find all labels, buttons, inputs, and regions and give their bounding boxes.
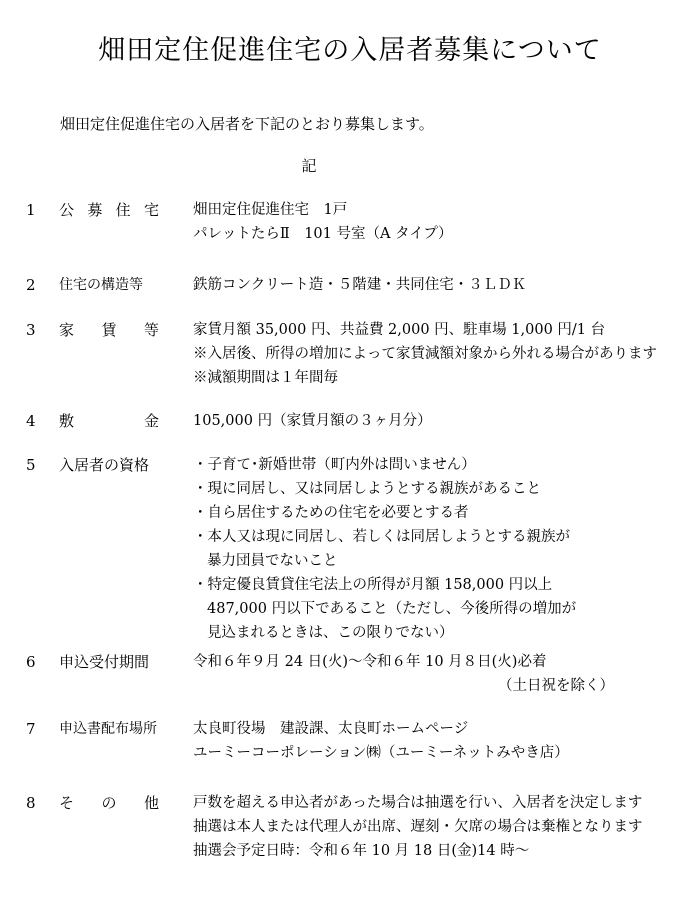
content-line: ※入居後、所得の増加によって家賃減額対象から外れる場合があります [193, 346, 657, 362]
section-number: 7 [26, 720, 36, 738]
section-content [193, 453, 693, 645]
content-line: 家賃月額 35,000 円、共益費 2,000 円、駐車場 1,000 円/1 台 [193, 322, 606, 338]
content-line: 太良町役場 建設課、太良町ホームページ [193, 721, 469, 737]
content-line: 戸数を超える申込者があった場合は抽選を行い、入居者を決定します [193, 795, 643, 811]
section-label: 入居者の資格 [59, 456, 150, 474]
page-title: 畑田定住促進住宅の入居者募集について [98, 35, 602, 66]
section-content [193, 198, 693, 246]
content-line: ・現に同居し、又は同居しようとする親族があること [193, 481, 541, 497]
section-number: 4 [26, 412, 36, 430]
content-line: （土日祝を除く） [498, 678, 614, 694]
intro-text: 畑田定住促進住宅の入居者を下記のとおり募集します。 [60, 115, 434, 133]
section-content [193, 409, 693, 433]
content-line: ・子育て･新婚世帯（町内外は問いません） [193, 457, 476, 473]
section-content [193, 717, 693, 765]
section-number: 3 [26, 321, 36, 339]
content-line: 487,000 円以下であること（ただし、今後所得の増加が [207, 601, 577, 617]
content-line: 抽選は本人または代理人が出席、遅刻・欠席の場合は棄権となります [193, 819, 643, 835]
content-line: ・自ら居住するための住宅を必要とする者 [193, 505, 469, 521]
content-line: 105,000 円（家賃月額の３ヶ月分） [193, 413, 432, 429]
section-label: 住宅の構造等 [59, 277, 143, 293]
section-content [193, 273, 693, 297]
content-line: 鉄筋コンクリート造・５階建・共同住宅・３ＬＤＫ [193, 277, 527, 293]
content-line: ※減額期間は１年間毎 [193, 370, 338, 386]
section-label: 申込書配布場所 [59, 721, 157, 737]
content-line: 畑田定住促進住宅 1戸 [193, 202, 348, 218]
section-label: そ の 他 [59, 794, 159, 812]
section-number: 1 [26, 201, 36, 219]
content-line: ユーミーコーポレーション㈱（ユーミーネットみやき店） [193, 745, 569, 761]
section-label: 敷 金 [59, 412, 159, 430]
ki-heading: 記 [301, 157, 317, 175]
section-content [193, 791, 693, 863]
content-line: ・特定優良賃貸住宅法上の所得が月額 158,000 円以上 [193, 577, 553, 593]
content-line: 抽選会予定日時：令和６年 10 月 18 日(金)14 時～ [193, 843, 530, 859]
content-line: 令和６年９月 24 日(火)～令和６年 10 月８日(火)必着 [193, 654, 547, 670]
content-line: ・本人又は現に同居し、若しくは同居しようとする親族が [193, 529, 570, 545]
section-content [193, 650, 693, 698]
section-number: 2 [26, 276, 36, 294]
section-number: 6 [26, 653, 36, 671]
content-line: 暴力団員でないこと [207, 553, 338, 569]
section-content [193, 318, 693, 390]
section-label: 公 募 住 宅 [59, 201, 159, 219]
section-number: 8 [26, 794, 36, 812]
content-line: パレットたらⅡ 101 号室（A タイプ） [193, 226, 453, 242]
section-label: 申込受付期間 [59, 653, 150, 671]
content-line: 見込まれるときは、この限りでない） [207, 625, 454, 641]
section-label: 家 賃 等 [59, 321, 159, 339]
section-number: 5 [26, 456, 36, 474]
